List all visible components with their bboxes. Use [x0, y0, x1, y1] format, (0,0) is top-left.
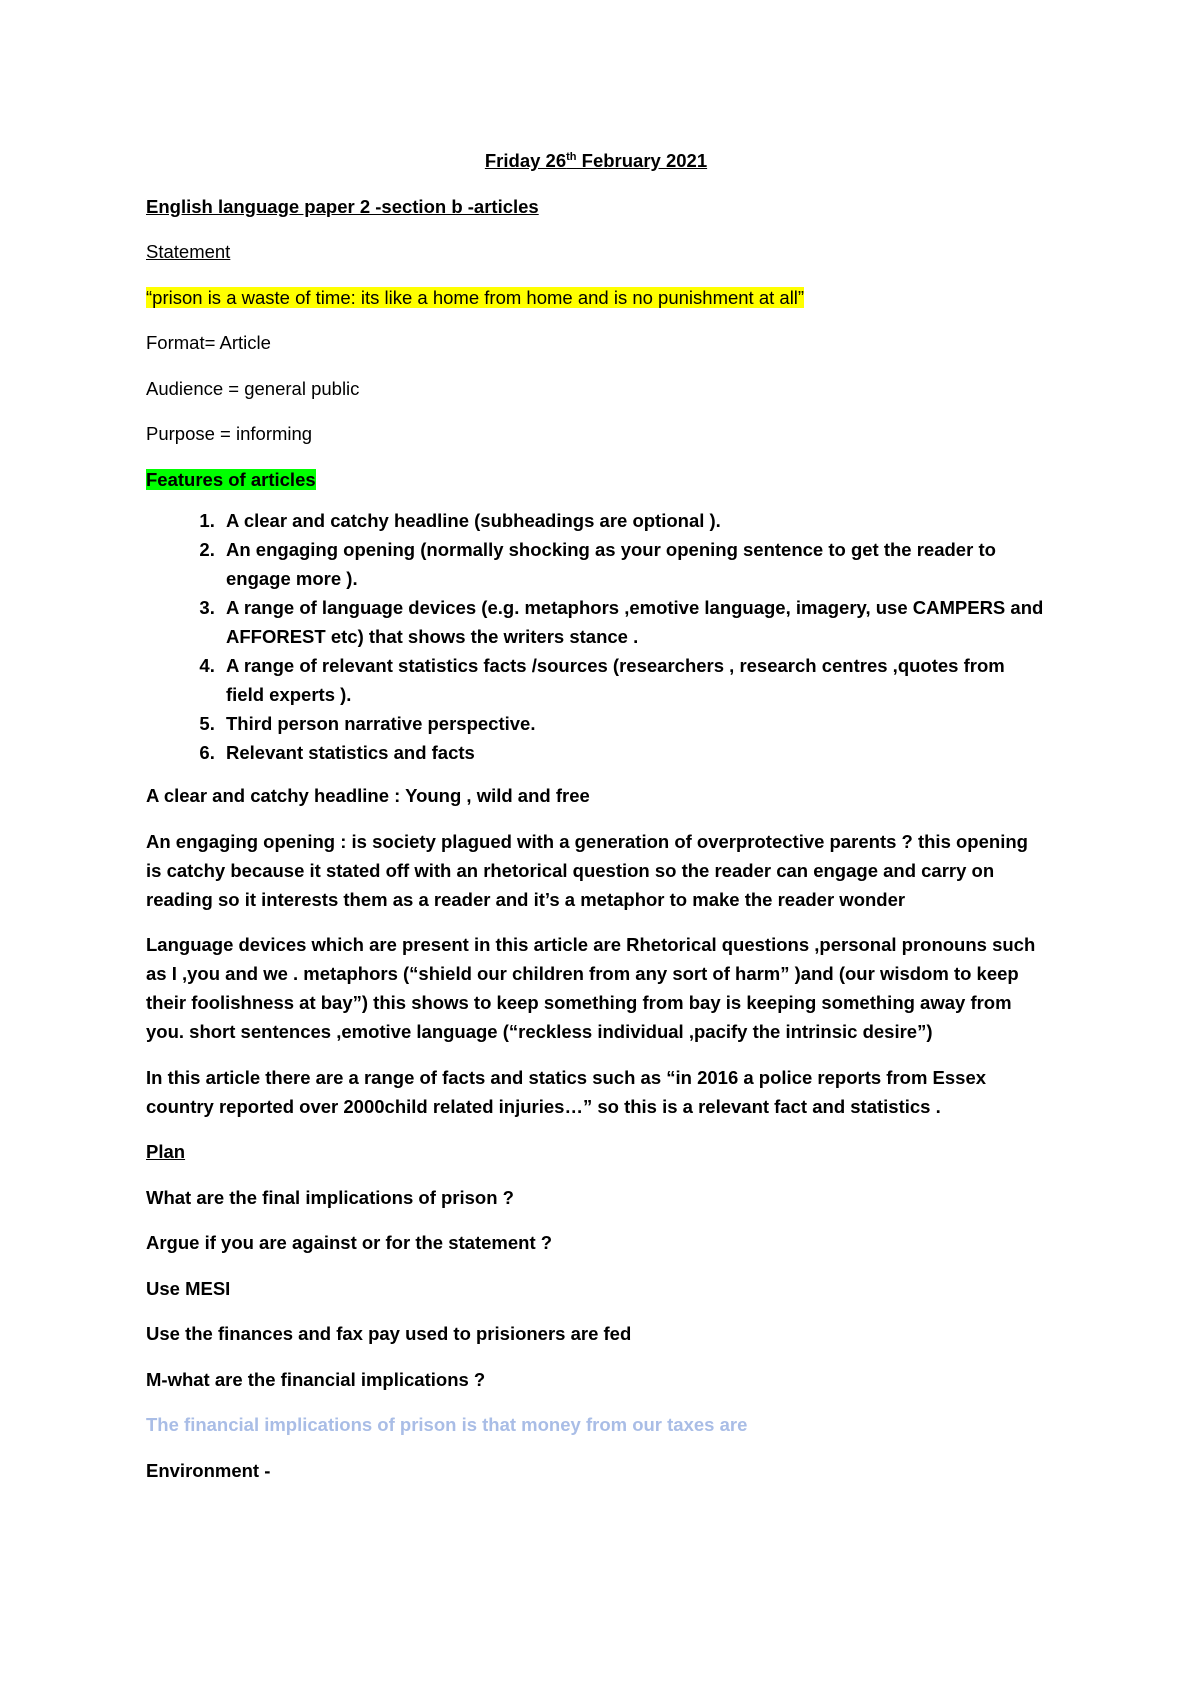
date-heading — [146, 146, 1046, 175]
plan-line: Use MESI — [146, 1277, 231, 1299]
language-devices-paragraph: Language devices which are present in this article are Rhetorical questions ,personal pronouns such as I ,you and we . metaphors (“shield our children from any sort of harm” )and (our wisdom to keep their foolishness at bay”) this shows to keep something from bay is keeping something away from you. short sentences ,emotive language (“reckless individual ,pacify the intrinsic desire”) — [146, 934, 1036, 1042]
facts-statistics-paragraph: In this article there are a range of facts and statics such as “in 2016 a police reports from Essex country reported over 2000child related injuries…” so this is a relevant fact and statistics . — [146, 1066, 987, 1117]
date-suffix: th — [566, 150, 577, 163]
financial-note: The financial implications of prison is that money from our taxes are — [146, 1414, 748, 1435]
statement-quote: “prison is a waste of time: its like a home from home and is no punishment at all” — [146, 286, 805, 308]
features-heading: Features of articles — [146, 468, 316, 490]
statement-quote-line — [146, 283, 1046, 312]
statement-label: Statement — [146, 241, 231, 262]
plan-line: Use the finances and fax pay used to prisioners are fed — [146, 1323, 632, 1344]
list-item: 1. A clear and catchy headline (subheadings are optional ). — [220, 506, 1046, 535]
plan-line: M-what are the financial implications ? — [146, 1368, 486, 1390]
list-item: 2. An engaging opening (normally shocking as your opening sentence to get the reader to engage more ). — [220, 535, 1046, 593]
list-item: 6. Relevant statistics and facts — [220, 738, 1046, 767]
purpose-line: Purpose = informing — [146, 423, 313, 444]
format-line: Format= Article — [146, 332, 271, 353]
subject-title: English language paper 2 -section b -articles — [146, 195, 539, 217]
list-item: 3. A range of language devices (e.g. metaphors ,emotive language, imagery, use CAMPERS and AFFOREST etc) that shows the writers stance . — [220, 593, 1046, 651]
date-pre: Friday 26 — [484, 150, 567, 171]
date-post: February 2021 — [576, 150, 708, 171]
plan-line: What are the final implications of prison ? — [146, 1186, 514, 1208]
audience-line: Audience = general public — [146, 377, 360, 399]
plan-heading: Plan — [146, 1141, 186, 1162]
features-heading-line — [146, 465, 1046, 494]
list-item: 5. Third person narrative perspective. — [220, 709, 1046, 738]
headline-example: A clear and catchy headline : Young , wild and free — [146, 785, 590, 806]
environment-line: Environment - — [146, 1459, 271, 1481]
document-body — [146, 146, 1046, 1501]
opening-example: An engaging opening : is society plagued with a generation of overprotective parents ? this opening is catchy because it stated off with an rhetorical question so the reader can engage and carry on reading so it interests them as a reader and it’s a metaphor to make the reader wonder — [146, 830, 1028, 910]
plan-line: Argue if you are against or for the statement ? — [146, 1232, 553, 1253]
features-list — [146, 506, 1046, 767]
list-item: 4. A range of relevant statistics facts /sources (researchers , research centres ,quotes from field experts ). — [220, 651, 1046, 709]
